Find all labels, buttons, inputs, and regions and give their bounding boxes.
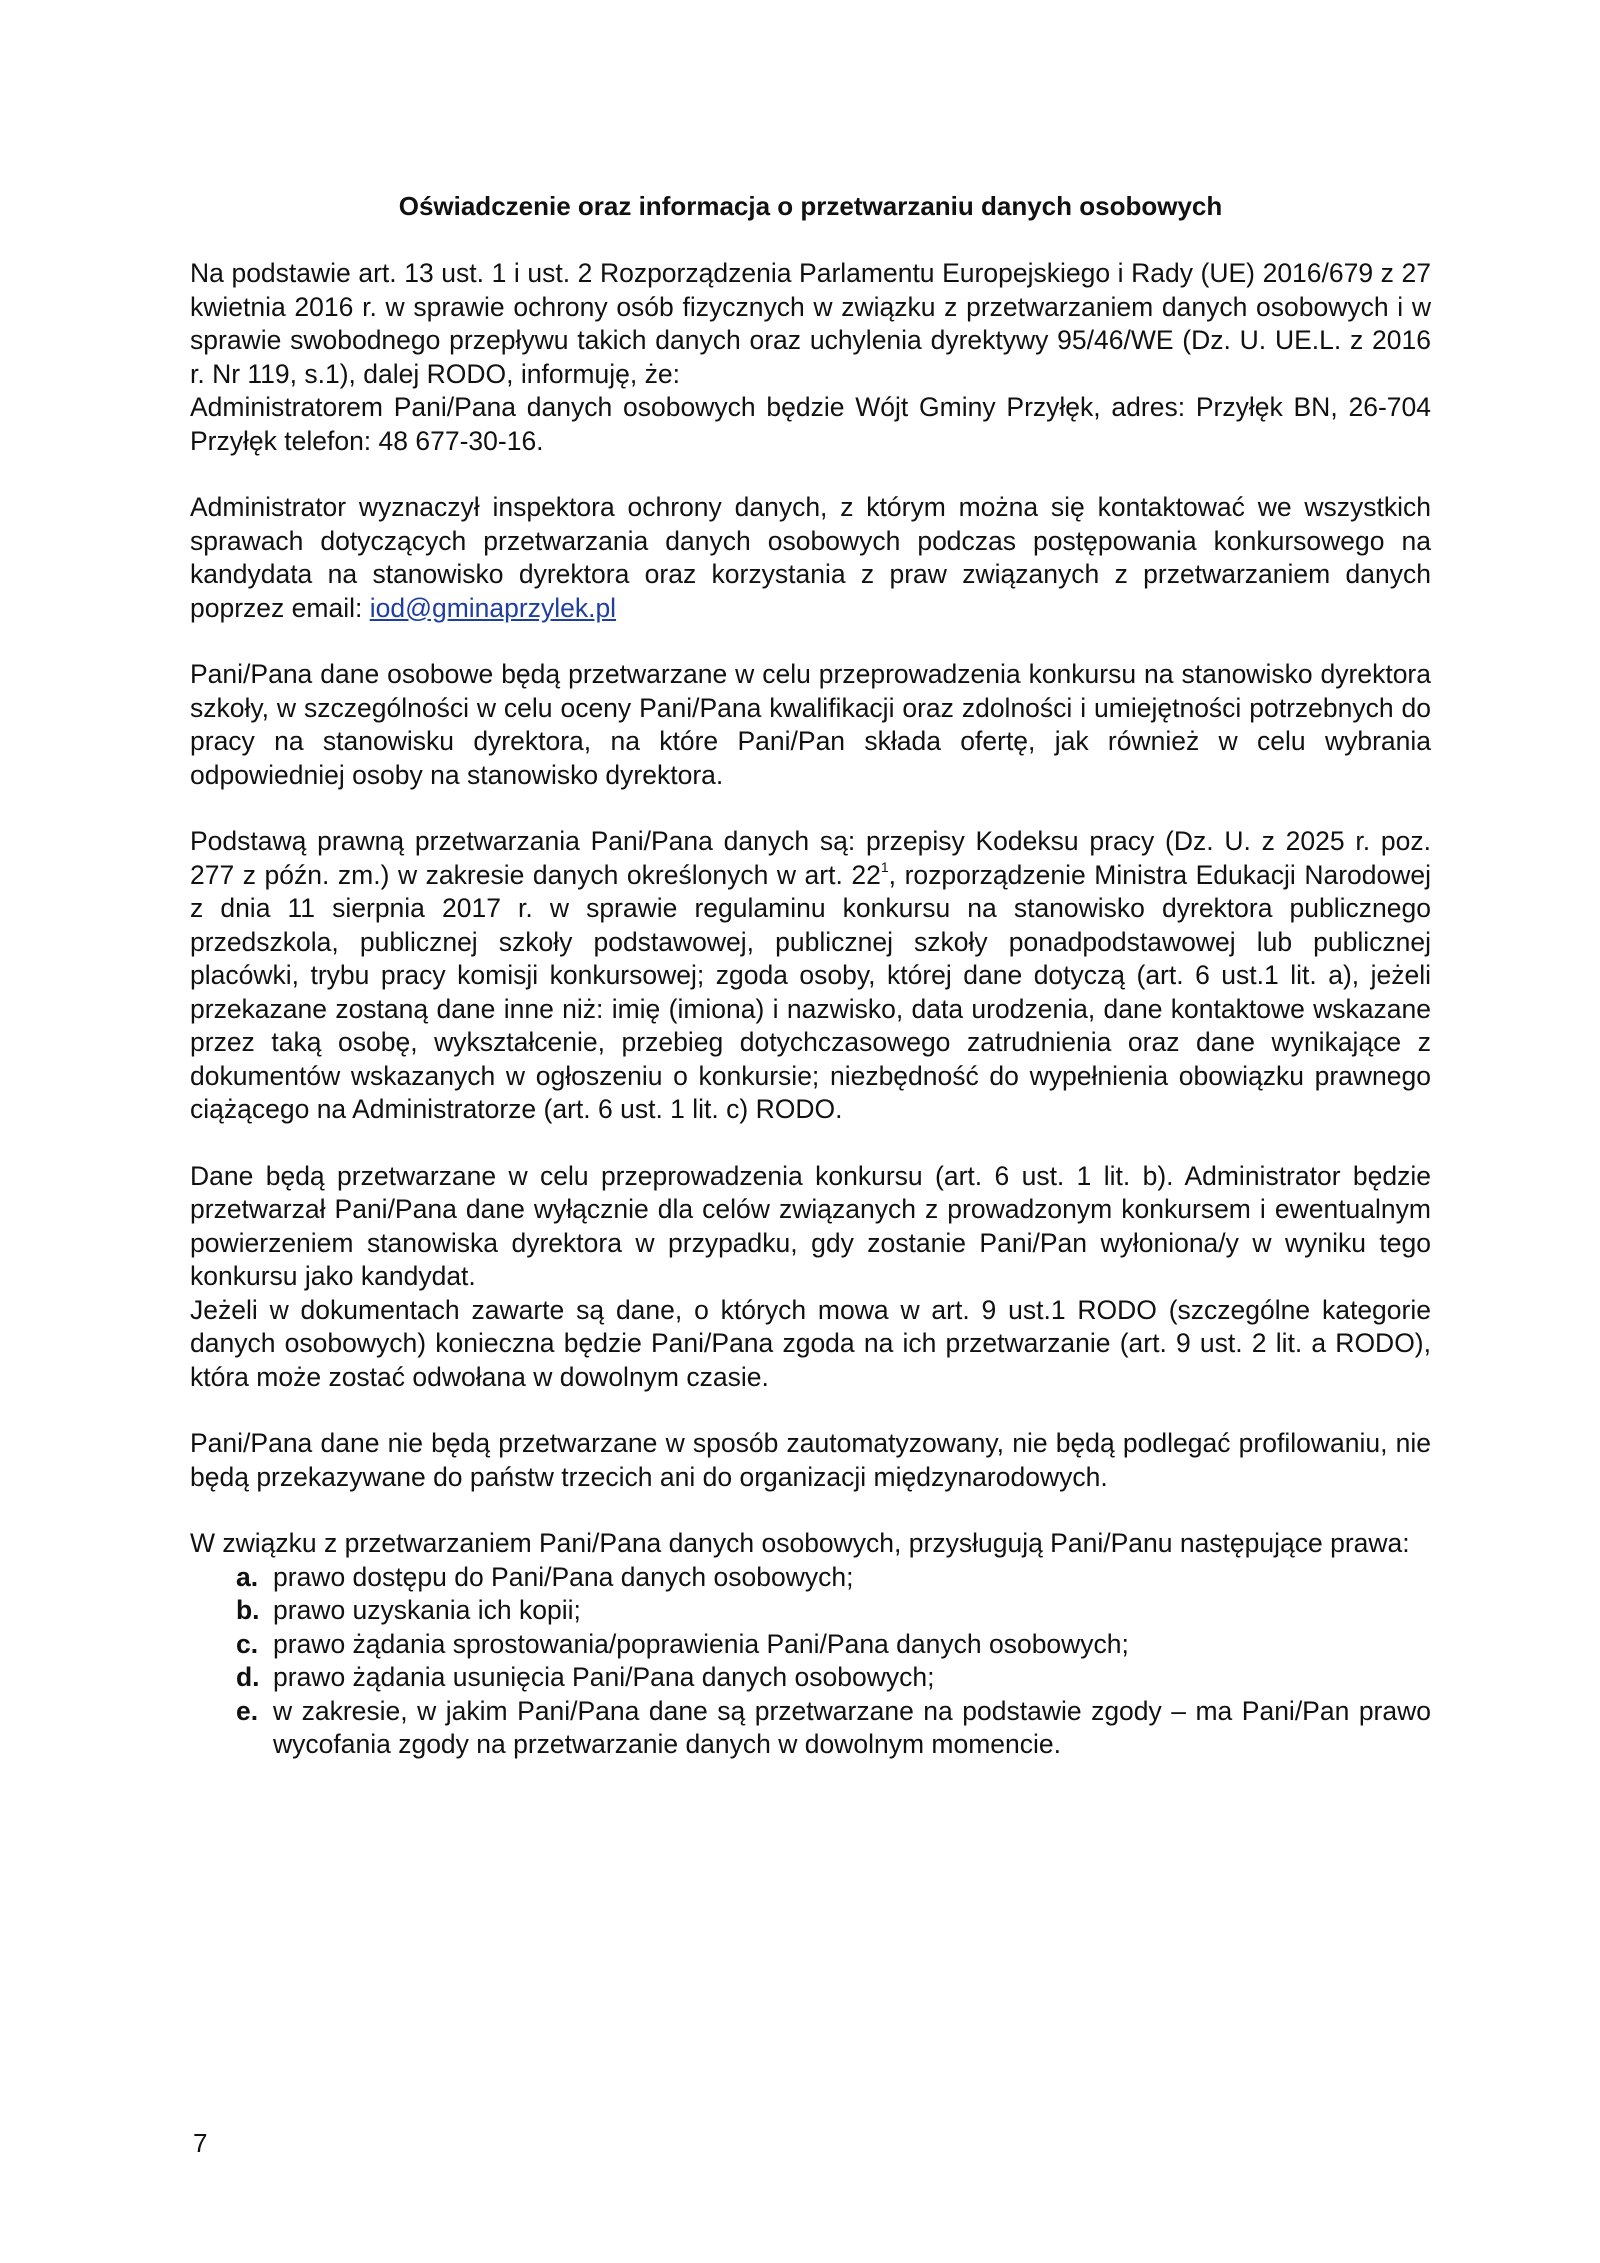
special-categories-paragraph: Jeżeli w dokumentach zawarte są dane, o których mowa w art. 9 ust.1 RODO (szczególne kategorie danych osobowych) konieczna będzie Pani/Pana zgoda na ich przetwarzanie (art. 9 ust. 2 lit. a RODO), która może zostać odwołana w dowolnym czasie. <box>190 1294 1431 1392</box>
list-item-text: prawo uzyskania ich kopii; <box>273 1595 581 1625</box>
footnote-superscript: 1 <box>880 858 889 875</box>
list-item-text: prawo żądania usunięcia Pani/Pana danych osobowych; <box>273 1662 935 1692</box>
legal-basis-text-1: Podstawą prawną przetwarzania Pani/Pana danych są: przepisy Kodeksu pracy (Dz. U. z 2025 r. poz. 277 z późn. zm.) w zakresie danych określonych w art. 22 <box>190 826 1431 890</box>
page-number: 7 <box>193 2128 208 2158</box>
rights-list-item <box>236 1661 1431 1695</box>
automation-paragraph: Pani/Pana dane nie będą przetwarzane w sposób zautomatyzowany, nie będą podlegać profilowaniu, nie będą przekazywane do państw trzecich ani do organizacji międzynarodowych. <box>190 1428 1431 1492</box>
purpose-paragraph: Pani/Pana dane osobowe będą przetwarzane w celu przeprowadzenia konkursu na stanowisko dyrektora szkoły, w szczególności w celu oceny Pani/Pana kwalifikacji oraz zdolności i umiejętności potrzebnych do pracy na stanowisku dyrektora, na które Pani/Pan składa ofertę, jak również w celu wybrania odpowiedniej osoby na stanowisko dyrektora. <box>190 659 1431 790</box>
rights-list-item <box>236 1628 1431 1662</box>
inspector-text: Administrator wyznaczył inspektora ochrony danych, z którym można się kontaktować we wszystkich sprawach dotyczących przetwarzania danych osobowych podczas postępowania konkursowego na kandydata na stanowisko dyrektora oraz korzystania z praw związanych z przetwarzaniem danych poprzez email: <box>190 492 1431 623</box>
list-item-text: prawo żądania sprostowania/poprawienia Pani/Pana danych osobowych; <box>273 1628 1129 1659</box>
rights-list-item <box>236 1594 1431 1628</box>
document-title: Oświadczenie oraz informacja o przetwarzaniu danych osobowych <box>398 191 1223 221</box>
list-marker: c. <box>236 1628 259 1659</box>
list-marker: a. <box>236 1561 259 1592</box>
list-item-text: prawo dostępu do Pani/Pana danych osobowych; <box>273 1561 854 1592</box>
legal-basis-paragraph <box>190 825 1431 1127</box>
document-page <box>190 190 1431 1762</box>
list-marker: d. <box>236 1662 260 1692</box>
rights-list-item <box>236 1695 1431 1762</box>
inspector-paragraph <box>190 491 1431 625</box>
processing-paragraph: Dane będą przetwarzane w celu przeprowadzenia konkursu (art. 6 ust. 1 lit. b). Administrator będzie przetwarzał Pani/Pana dane wyłącznie dla celów związanych z prowadzonym konkursem i ewentualnym powierzeniem stanowiska dyrektora w przypadku, gdy zostanie Pani/Pan wyłoniona/y w wyniku tego konkursu jako kandydat. <box>190 1160 1431 1291</box>
inspector-email-link[interactable]: iod@gminaprzylek.pl <box>369 592 617 623</box>
legal-basis-text-2: , rozporządzenie Ministra Edukacji Narodowej z dnia 11 sierpnia 2017 r. w sprawie regulaminu konkursu na stanowisko dyrektora publicznego przedszkola, publicznej szkoły podstawowej, publicznej szkoły ponadpodstawowej lub publicznej placówki, trybu pracy komisji konkursowej; zgoda osoby, której dane dotyczą (art. 6 ust.1 lit. a), jeżeli przekazane zostaną dane inne niż: imię (imiona) i nazwisko, data urodzenia, dane kontaktowe wskazane przez taką osobę, wykształcenie, przebieg dotychczasowego zatrudnienia oraz dane wynikające z dokumentów wskazanych w ogłoszeniu o konkursie; niezbędność do wypełnienia obowiązku prawnego ciążącego na Administratorze (art. 6 ust. 1 lit. c) RODO. <box>190 859 1432 1124</box>
list-marker: e. <box>236 1695 259 1726</box>
list-item-text: w zakresie, w jakim Pani/Pana dane są przetwarzane na podstawie zgody – ma Pani/Pan prawo wycofania zgody na przetwarzanie danych w dowolnym momencie. <box>273 1695 1431 1759</box>
rights-intro-paragraph: W związku z przetwarzaniem Pani/Pana danych osobowych, przysługują Pani/Panu następujące prawa: <box>190 1528 1410 1558</box>
intro-paragraph: Na podstawie art. 13 ust. 1 i ust. 2 Rozporządzenia Parlamentu Europejskiego i Rady (UE) 2016/679 z 27 kwietnia 2016 r. w sprawie ochrony osób fizycznych w związku z przetwarzaniem danych osobowych i w sprawie swobodnego przepływu takich danych oraz uchylenia dyrektywy 95/46/WE (Dz. U. UE.L. z 2016 r. Nr 119, s.1), dalej RODO, informuję, że: <box>190 258 1431 389</box>
list-marker: b. <box>236 1595 260 1625</box>
rights-list <box>190 1561 1431 1762</box>
administrator-paragraph: Administratorem Pani/Pana danych osobowych będzie Wójt Gminy Przyłęk, adres: Przyłęk BN, 26-704 Przyłęk telefon: 48 677-30-16. <box>190 392 1431 456</box>
rights-list-item <box>236 1561 1431 1595</box>
